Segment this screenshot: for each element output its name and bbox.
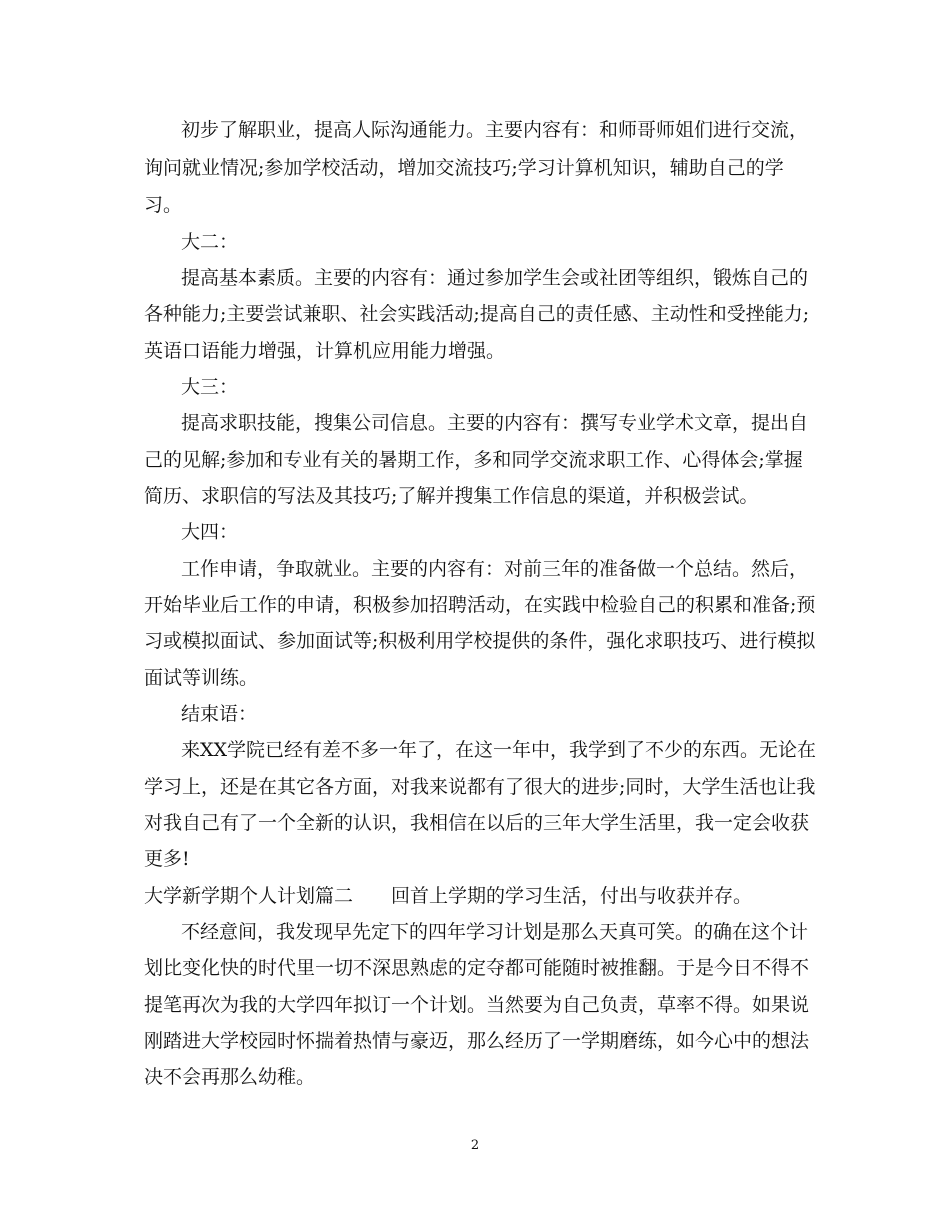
text-line: 习。 bbox=[144, 194, 183, 216]
section-heading: 大四： bbox=[181, 521, 239, 543]
text-line: 开始毕业后工作的申请，积极参加招聘活动，在实践中检验自己的积累和准备;预 bbox=[144, 594, 816, 616]
text-line: 英语口语能力增强，计算机应用能力增强。 bbox=[144, 340, 506, 362]
text-line: 提高求职技能，搜集公司信息。主要的内容有：撰写专业学术文章，提出自 bbox=[181, 412, 809, 434]
text-line: 初步了解职业，提高人际沟通能力。主要内容有：和师哥师姐们进行交流， bbox=[181, 119, 809, 141]
section-heading: 大二： bbox=[181, 231, 239, 253]
article-heading: 大学新学期个人计划篇二 回首上学期的学习生活，付出与收获并存。 bbox=[144, 885, 753, 907]
text-line: 刚踏进大学校园时怀揣着热情与豪迈，那么经历了一学期磨练，如今心中的想法 bbox=[144, 1030, 810, 1052]
text-line: 询问就业情况;参加学校活动，增加交流技巧;学习计算机知识，辅助自己的学 bbox=[144, 157, 784, 179]
text-line: 对我自己有了一个全新的认识，我相信在以后的三年大学生活里，我一定会收获 bbox=[144, 812, 810, 834]
section-heading: 结束语： bbox=[181, 703, 258, 725]
text-line: 简历、求职信的写法及其技巧;了解并搜集工作信息的渠道，并积极尝试。 bbox=[144, 485, 759, 507]
text-line: 更多! bbox=[144, 848, 190, 870]
text-line: 提高基本素质。主要的内容有：通过参加学生会或社团等组织，锻炼自己的 bbox=[181, 267, 809, 289]
page-number: 2 bbox=[470, 1138, 480, 1153]
text-line: 不经意间，我发现早先定下的四年学习计划是那么天真可笑。的确在这个计 bbox=[181, 921, 809, 943]
text-line: 工作申请，争取就业。主要的内容有：对前三年的准备做一个总结。然后， bbox=[181, 558, 809, 580]
text-line: 面试等训练。 bbox=[144, 667, 259, 689]
text-line: 各种能力;主要尝试兼职、社会实践活动;提高自己的责任感、主动性和受挫能力; bbox=[144, 303, 810, 325]
section-heading: 大三： bbox=[181, 376, 239, 398]
text-line: 习或模拟面试、参加面试等;积极利用学校提供的条件，强化求职技巧、进行模拟 bbox=[144, 630, 816, 652]
text-line: 学习上，还是在其它各方面，对我来说都有了很大的进步;同时，大学生活也让我 bbox=[144, 776, 816, 798]
text-line: 划比变化快的时代里一切不深思熟虑的定夺都可能随时被推翻。于是今日不得不 bbox=[144, 957, 810, 979]
text-line: 己的见解;参加和专业有关的暑期工作，多和同学交流求职工作、心得体会;掌握 bbox=[144, 449, 803, 471]
text-line: 来XX学院已经有差不多一年了，在这一年中，我学到了不少的东西。无论在 bbox=[181, 739, 817, 761]
text-line: 提笔再次为我的大学四年拟订一个计划。当然要为自己负责，草率不得。如果说 bbox=[144, 994, 810, 1016]
text-line: 决不会再那么幼稚。 bbox=[144, 1066, 316, 1088]
